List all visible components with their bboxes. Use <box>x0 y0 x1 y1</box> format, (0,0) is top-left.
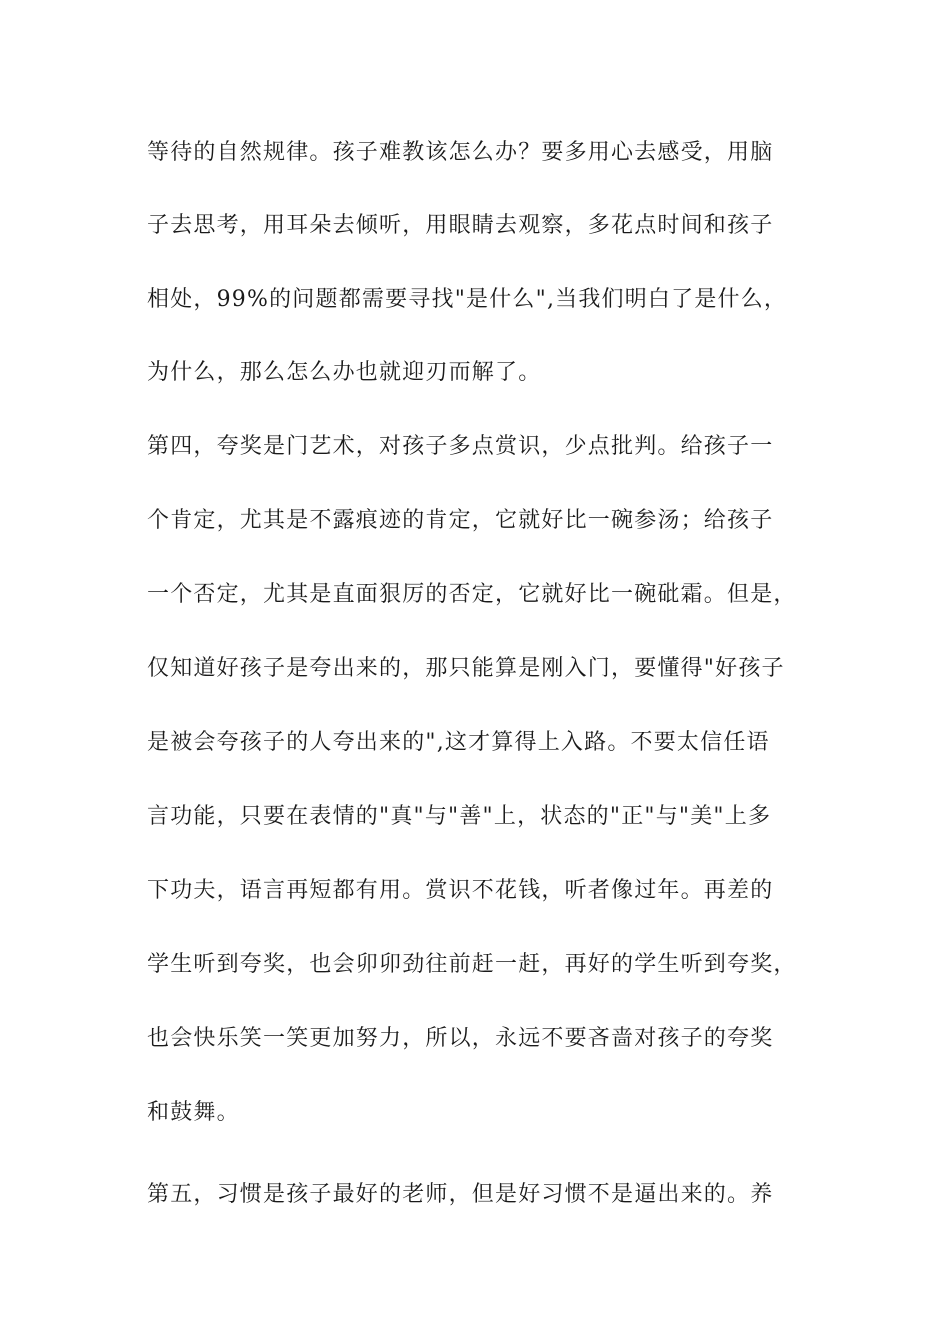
paragraph-4-line-2: 个肯定，尤其是不露痕迹的肯定，它就好比一碗参汤；给孩子 <box>147 508 774 533</box>
text-line-4: 为什么，那么怎么办也就迎刃而解了。 <box>147 360 542 385</box>
paragraph-4-line-3: 一个否定，尤其是直面狠厉的否定，它就好比一碗砒霜。但是， <box>147 582 797 607</box>
text-line-3: 相处，99%的问题都需要寻找"是什么",当我们明白了是什么， <box>147 287 788 312</box>
paragraph-4-line-9: 也会快乐笑一笑更加努力，所以，永远不要吝啬对孩子的夸奖 <box>147 1026 774 1051</box>
paragraph-4-line-7: 下功夫，语言再短都有用。赏识不花钱，听者像过年。再差的 <box>147 878 774 903</box>
paragraph-5-line-1: 第五，习惯是孩子最好的老师，但是好习惯不是逼出来的。养 <box>147 1182 774 1207</box>
paragraph-4-line-4: 仅知道好孩子是夸出来的，那只能算是刚入门，要懂得"好孩子 <box>147 656 785 681</box>
paragraph-4-line-6: 言功能，只要在表情的"真"与"善"上，状态的"正"与"美"上多 <box>147 804 772 829</box>
paragraph-4-line-10: 和鼓舞。 <box>147 1100 240 1125</box>
paragraph-4-line-5: 是被会夸孩子的人夸出来的",这才算得上入路。不要太信任语 <box>147 730 770 755</box>
paragraph-4-line-1: 第四，夸奖是门艺术，对孩子多点赏识，少点批判。给孩子一 <box>147 434 774 459</box>
text-line-1: 等待的自然规律。孩子难教该怎么办？要多用心去感受，用脑 <box>147 140 774 165</box>
text-line-2: 子去思考，用耳朵去倾听，用眼睛去观察，多花点时间和孩子 <box>147 213 774 238</box>
paragraph-4-line-8: 学生听到夸奖，也会卯卯劲往前赶一赶，再好的学生听到夸奖， <box>147 952 797 977</box>
